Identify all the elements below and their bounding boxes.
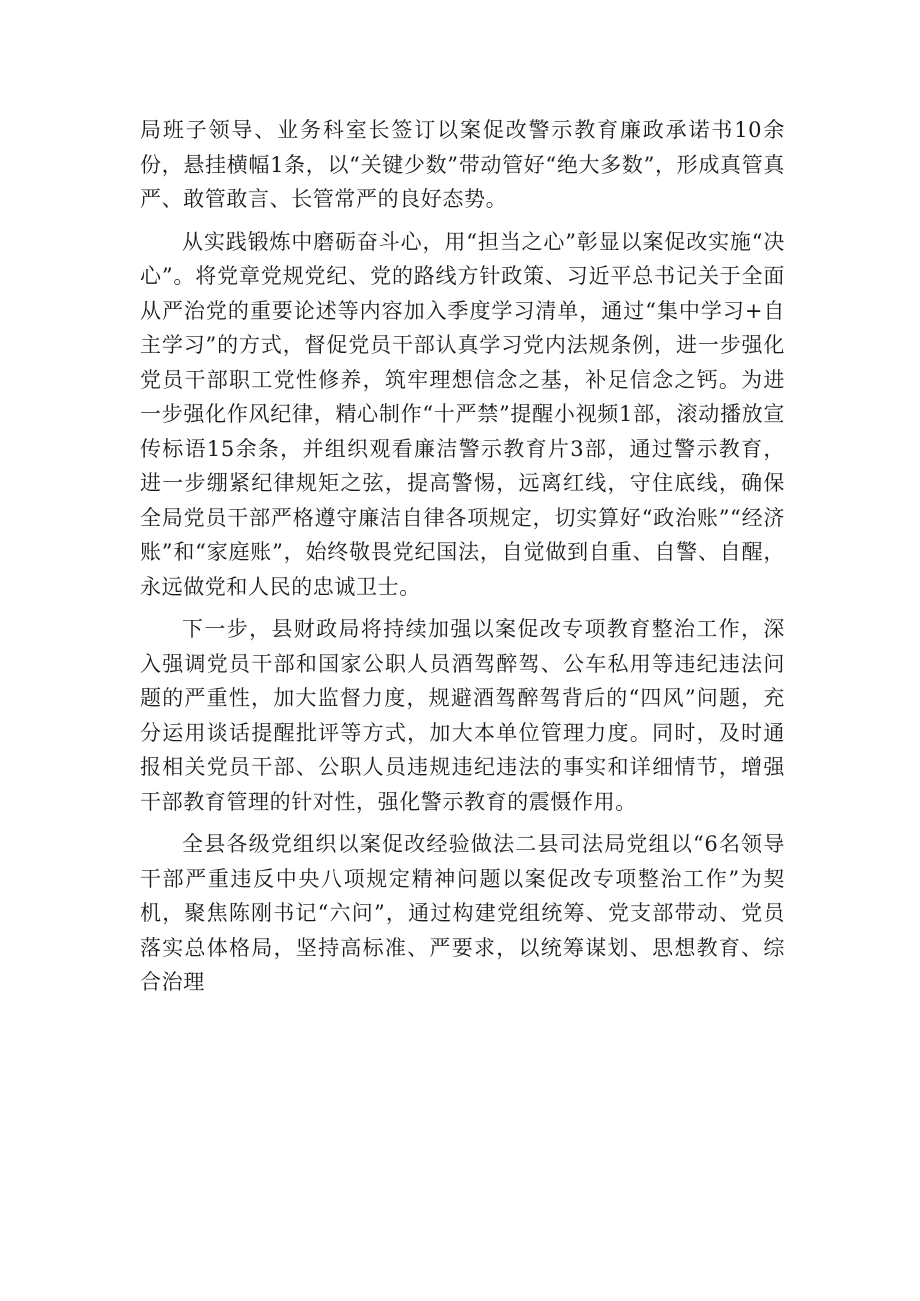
document-body xyxy=(140,113,785,1008)
paragraph-1: 局班子领导、业务科室长签订以案促改警示教育廉政承诺书10余份，悬挂横幅1条，以“关键少数”带动管好“绝大多数”，形成真管真严、敢管敢言、长管常严的良好态势。 xyxy=(140,118,785,211)
paragraph-4: 全县各级党组织以案促改经验做法二县司法局党组以“6名领导干部严重违反中央八项规定精神问题以案促改专项整治工作”为契机，聚焦陈刚书记“六问”，通过构建党组统筹、党支部带动、党员落实总体格局，坚持高标准、严要求，以统筹谋划、思想教育、综合治理 xyxy=(140,832,785,994)
paragraph-2: 从实践锻炼中磨砺奋斗心，用“担当之心”彰显以案促改实施“决心”。将党章党规党纪、党的路线方针政策、习近平总书记关于全面从严治党的重要论述等内容加入季度学习清单，通过“集中学习+自主学习”的方式，督促党员干部认真学习党内法规条例，进一步强化党员干部职工党性修养，筑牢理想信念之基，补足信念之钙。为进一步强化作风纪律，精心制作“十严禁”提醒小视频1部，滚动播放宣传标语15余条，并组织观看廉洁警示教育片3部，通过警示教育，进一步绷紧纪律规矩之弦，提高警惕，远离红线，守住底线，确保全局党员干部严格遵守廉洁自律各项规定，切实算好“政治账”“经济账”和“家庭账”，始终敬畏党纪国法，自觉做到自重、自警、自醒，永远做党和人民的忠诚卫士。 xyxy=(140,229,785,599)
paragraph-3: 下一步，县财政局将持续加强以案促改专项教育整治工作，深入强调党员干部和国家公职人员酒驾醉驾、公车私用等违纪违法问题的严重性，加大监督力度，规避酒驾醉驾背后的“四风”问题，充分运用谈话提醒批评等方式，加大本单位管理力度。同时，及时通报相关党员干部、公职人员违规违纪违法的事实和详细情节，增强干部教育管理的针对性，强化警示教育的震慑作用。 xyxy=(140,617,785,814)
